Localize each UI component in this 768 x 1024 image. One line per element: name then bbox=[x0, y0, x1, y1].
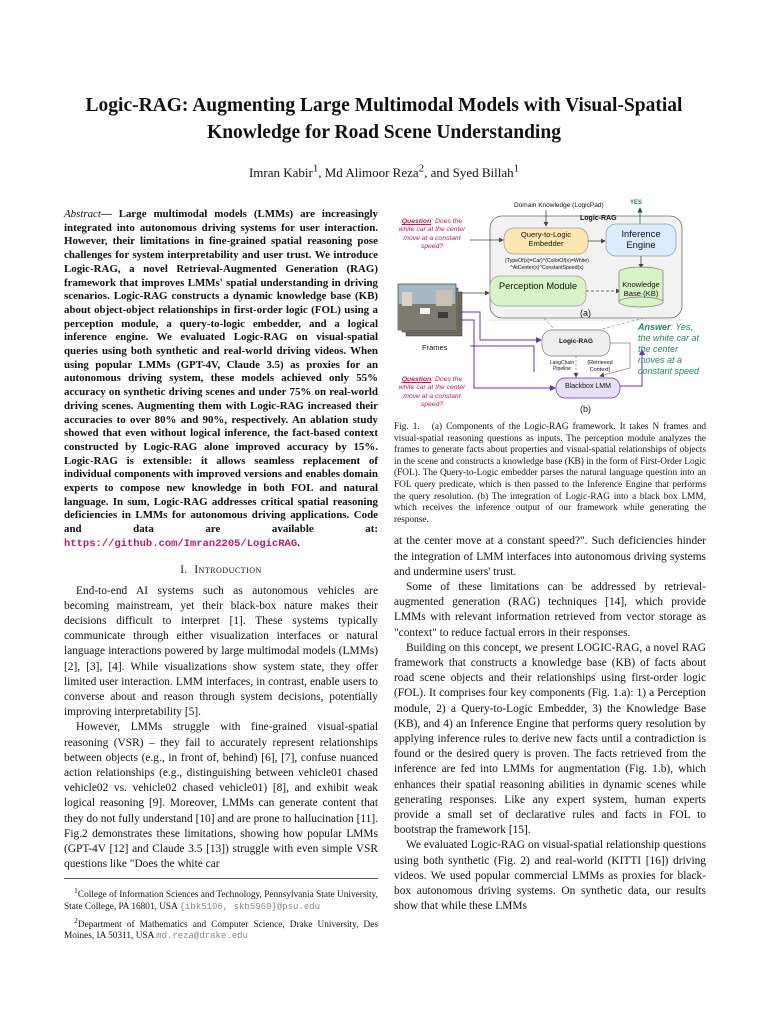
domain-knowledge-label: Domain Knowledge (LogicPad) bbox=[514, 202, 604, 209]
left-column bbox=[64, 208, 378, 872]
logic-rag-label-a: Logic-RAG bbox=[580, 215, 617, 222]
intro-paragraph-1: End-to-end AI systems such as autonomous vehicles are becoming mainstream, yet their black-box nature makes their decisions difficult to interpret [1]. These systems typically communicate through either visualization interfaces or natural language interactions powered by large multimodal models (LMMs) [2], [3], [4]. While visualizations show system state, they offer limited user interaction. LMM interfaces, in contrast, enable users to converse about and reason through system decisions, potentially improving interpretability [5]. bbox=[64, 584, 378, 719]
frames-thumbnail bbox=[398, 284, 462, 336]
author-1: Imran Kabir$^1$, bbox=[248, 163, 325, 181]
intro-paragraph-2: However, LMMs struggle with fine-grained visual-spatial reasoning (VSR) – they fail to accurately represent relationships between objects (e.g., in front of, behind) [6], [7], confuse nuanced action relationships (e.g., distinguishing between vehicle01 chased vehicle02 vs. vehicle02 chased vehicle01) [8], and exhibit weak logical reasoning [9]. Moreover, LMMs can generate content that they do not fully understand [10] and are prone to hallucination [11]. Fig.2 demonstrates these limitations, showing how popular LMMs (GPT-4V [12] and Claude 3.5 [13]) struggle with even simple VSR questions like "Does the white car bbox=[64, 721, 378, 871]
knowledge-base: Knowledge Base (KB) bbox=[622, 280, 660, 298]
right-body bbox=[394, 534, 706, 914]
abstract-text: Large multimodal models (LMMs) are increasingly integrated into autonomous driving systems for user interaction. However, their limitations in fine-grained spatial reasoning pose challenges for system interpretability and user trust. We introduce Logic-RAG, a novel Retrieval-Augmented Generation (RAG) framework that improves LMMs' spatial understanding in driving scenarios. Logic-RAG constructs a dynamic knowledge base (KB) about object-object relationships in first-order logic (FOL) using a perception module, a query-to-logic embedder, and a logical inference engine. We evaluated Logic-RAG on visual-spatial queries using both synthetic and real-world driving videos. When using popular LMMs (GPT-4V, Claude 3.5) as proxies for an autonomous driving system, these models achieved only 55% accuracy on synthetic driving scenes and under 75% on real-world driving scenes. Augmenting them with Logic-RAG increased their accuracies to over 80% and 90%, respectively. An ablation study showed that even without logical inference, the fact-based context constructed by Logic-RAG alone improved accuracy by 15%. Logic-RAG is extensible: it allows seamless replacement of individual components with improved versions and enables domain experts to compose new knowledge in both FOL and natural language. In sum, Logic-RAG addresses critical spatial reasoning deficiencies in LMMs for autonomous driving applications. Code and data are available at: bbox=[64, 208, 378, 536]
paper-title: Logic-RAG: Augmenting Large Multimodal Models with Visual-Spatial Knowledge for Road Scene Understanding bbox=[85, 95, 683, 143]
logic-rag-label-b: Logic-RAG bbox=[559, 338, 593, 345]
answer: Answer: Yes, the white car at the center moves at a constant speed bbox=[638, 322, 700, 376]
fol-query: (TypeOf(x)=Car)^(ColorOf(x)=White) ^AtCenter(x)^ConstantSpeed(x) bbox=[505, 258, 589, 271]
abstract-label: Abstract bbox=[64, 208, 101, 220]
code-link[interactable]: https://github.com/Imran2205/LogicRAG bbox=[64, 537, 298, 550]
footnote-1: $^1$College of Information Sciences and Technology, Pennsylvania State University, State College, PA 16801, USA {ibk5106, skb5969}@psu.edu bbox=[64, 886, 378, 912]
query-to-logic-embedder: Query-to-Logic Embedder bbox=[520, 230, 572, 248]
frames-label: Frames bbox=[422, 343, 448, 352]
inference-engine: Inference Engine bbox=[621, 228, 661, 250]
figure-1-caption: Fig. 1. (a) Components of the Logic-RAG framework. It takes N frames and visual-spatial reasoning questions as inputs. The perception module analyzes the frames to generate facts about properties and visual-spatial relationships of objects in the scene and constructs a knowledge base (KB) in the form of First-Order Logic (FOL). The Query-to-Logic embedder parses the natural language question into an FOL query predicate, which is then passed to the Inference Engine that performs the query resolution. (b) The integration of Logic-RAG into a black box LMM, which receives the inference output of our framework while generating the response. bbox=[394, 422, 706, 525]
perception-module: Perception Module bbox=[498, 280, 578, 291]
author-3: Syed Billah$^1$ bbox=[452, 163, 520, 181]
footnotes bbox=[64, 878, 378, 945]
question-a: Question: Does the white car at the center move at a constant speed? bbox=[398, 218, 466, 251]
section-heading-introduction: I. Introduction bbox=[180, 563, 262, 576]
abstract: Abstract— Large multimodal models (LMMs) are increasingly integrated into autonomous driving systems for user interaction. However, their limitations in fine-grained spatial reasoning pose challenges for system interpretability and user trust. We introduce Logic-RAG, a novel Retrieval-Augmented Generation (RAG) framework that improves LMMs' spatial understanding in driving scenarios. Logic-RAG constructs a dynamic knowledge base (KB) about object-object relationships in first-order logic (FOL) using a perception module, a query-to-logic embedder, and a logical inference engine. We evaluated Logic-RAG on visual-spatial queries using both synthetic and real-world driving videos. When using popular LMMs (GPT-4V, Claude 3.5) as proxies for an autonomous driving system, these models achieved only 55% accuracy on synthetic driving scenes and under 75% on real-world driving scenes. Augmenting them with Logic-RAG increased their accuracies to over 80% and 90%, respectively. An ablation study showed that even without logical inference, the fact-based context constructed by Logic-RAG alone improved accuracy by 15%. Logic-RAG is extensible: it allows seamless replacement of individual components with improved versions and enables domain experts to compose new knowledge in both FOL and natural language. In sum, Logic-RAG addresses critical spatial reasoning deficiencies in LMMs for autonomous driving applications. Code and data are available at: https://github.com/Imran2205/LogicRAG. bbox=[64, 208, 378, 550]
blackbox-lmm: Blackbox LMM bbox=[565, 383, 611, 390]
yes-label: YES bbox=[630, 200, 643, 206]
question-b: Question: Does the white car at the center move at a constant speed? bbox=[398, 376, 466, 409]
langchain-pipeline: LangChain Pipeline bbox=[549, 360, 575, 372]
right-paragraph-4: We evaluated Logic-RAG on visual-spatial relationship questions using both synthetic (Fig. 2) and real-world (KITTI [16]) driving videos. We used popular commercial LMMs as proxies for black-box autonomous driving systems. On synthetic data, our results show that while these LMMs bbox=[394, 839, 706, 913]
right-paragraph-1: at the center move at a constant speed?". Such deficiencies hinder the integration of LMM interfaces into autonomous driving systems and undermine users' trust. bbox=[394, 535, 706, 578]
figure-1 bbox=[394, 200, 706, 418]
right-paragraph-2: Some of these limitations can be addressed by retrieval-augmented generation (RAG) techniques [14], which provide LMMs with relevant information retrieved from vector storage as "context" to reduce factual errors in their responses. bbox=[394, 580, 706, 639]
figure-label-b: (b) bbox=[580, 404, 591, 414]
author-list bbox=[40, 163, 728, 181]
author-2: Md Alimoor Reza$^2$, and bbox=[324, 163, 453, 181]
introduction-body bbox=[64, 584, 378, 873]
right-column bbox=[394, 200, 706, 914]
right-paragraph-3: Building on this concept, we present LOGIC-RAG, a novel RAG framework that constructs a knowledge base (KB) of facts about road scene objects and their relationships using first-order logic (FOL). It comprises four key components (Fig. 1.a): 1) a Perception module, 2) a Query-to-Logic Embedder, 3) the Knowledge Base (KB), and 4) an Inference Engine that performs query resolution by applying inference rules to derive new facts until a contradiction is found or the desired query is proven. The facts retrieved from the inference are fed into LMMs for augmentation (Fig. 1.b), which enhances their spatial reasoning abilities in dynamic scenes while generating responses. Like any expert system, human experts provide a small set of declarative rules and facts in FOL to bootstrap the framework [15]. bbox=[394, 641, 706, 837]
footnote-2: $^2$Department of Mathematics and Computer Science, Drake University, Des Moines, IA 50311, USA md.reza@drake.edu bbox=[64, 915, 378, 942]
figure-label-a: (a) bbox=[580, 308, 591, 318]
retrieved-context: {Retrieved Context} bbox=[587, 360, 613, 373]
